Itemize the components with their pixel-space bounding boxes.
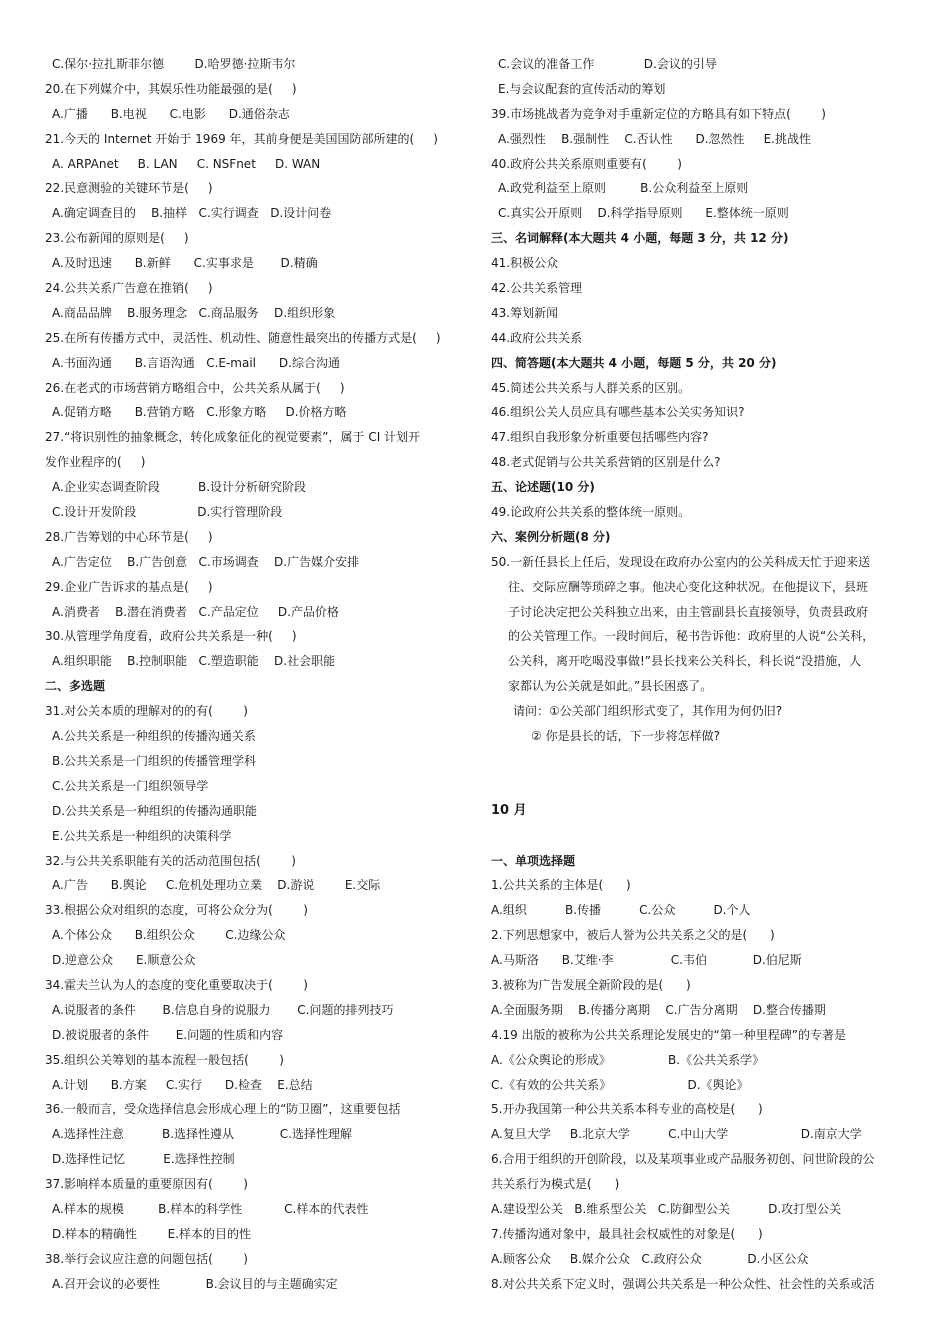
text-line: 23.公布新闻的原则是( ) xyxy=(45,231,189,246)
text-line: A.消费者 B.潜在消费者 C.产品定位 D.产品价格 xyxy=(52,604,339,619)
text-line: 的公关管理工作。一段时间后，秘书告诉他：政府里的人说“公关科， xyxy=(508,629,875,644)
text-line: 26.在老式的市场营销方略组合中，公共关系从属于( ) xyxy=(45,380,345,395)
text-line: 33.根据公众对组织的态度，可将公众分为( ) xyxy=(45,903,308,918)
text-line: 31.对公关本质的理解对的的有( ) xyxy=(45,704,248,719)
text-line: A.顾客公众 B.媒介公众 C.政府公众 D.小区公众 xyxy=(491,1251,809,1266)
text-line: 38.举行会议应注意的问题包括( ) xyxy=(45,1251,248,1266)
text-line: E.公共关系是一种组织的决策科学 xyxy=(52,828,232,843)
text-line: C.真实公开原则 D.科学指导原则 E.整体统一原则 xyxy=(498,206,789,221)
text-line: C.会议的准备工作 D.会议的引导 xyxy=(498,57,717,71)
text-line: E.与会议配套的宣传活动的筹划 xyxy=(498,81,666,96)
text-line: 41.积极公众 xyxy=(491,256,559,271)
text-line: 5.开办我国第一种公共关系本科专业的高校是( ) xyxy=(491,1102,763,1117)
text-line: A.书面沟通 B.言语沟通 C.E-mail D.综合沟通 xyxy=(52,355,340,370)
text-line: C.《有效的公共关系》 D.《舆论》 xyxy=(491,1077,749,1092)
text-line: C.设计开发阶段 D.实行管理阶段 xyxy=(52,505,283,520)
text-line: A.及时迅速 B.新鲜 C.实事求是 D.精确 xyxy=(52,256,318,271)
text-line: 往、交际应酬等琐碎之事。他决心变化这种状况。在他提议下，县班 xyxy=(508,579,869,594)
section-heading: 四、简答题(本大题共 4 小题，每题 5 分，共 20 分) xyxy=(491,355,777,370)
text-line: 47.组织自我形象分析重要包括哪些内容? xyxy=(491,430,709,445)
text-line: 27.“将识别性的抽象概念，转化成象征化的视觉要素”，属于 CI 计划开 xyxy=(45,430,421,445)
text-line: C.保尔·拉扎斯菲尔德 D.哈罗德·拉斯韦尔 xyxy=(52,57,296,71)
text-line: 28.广告筹划的中心环节是( ) xyxy=(45,529,213,544)
text-line: 46.组织公关人员应具有哪些基本公关实务知识? xyxy=(491,405,745,420)
text-line: A.样本的规模 B.样本的科学性 C.样本的代表性 xyxy=(52,1201,369,1216)
section-heading: 二、多选题 xyxy=(45,679,106,694)
text-line: A.政党利益至上原则 B.公众利益至上原则 xyxy=(498,181,749,196)
section-heading: 六、案例分析题(8 分) xyxy=(491,529,611,544)
text-line: 公关科，离开吃喝没事做!”县长找来公关科长，科长说“没措施，人 xyxy=(508,654,862,669)
text-line: A.《公众舆论的形成》 B.《公共关系学》 xyxy=(491,1052,765,1067)
text-line: 42.公共关系管理 xyxy=(491,281,583,296)
text-line: D.逆意公众 E.顺意公众 xyxy=(52,953,196,968)
text-line: A.马斯洛 B.艾维·李 C.韦伯 D.伯尼斯 xyxy=(491,953,802,968)
text-line: 8.对公共关系下定义时，强调公共关系是一种公众性、社会性的关系或活 xyxy=(491,1276,875,1291)
text-line: A. ARPAnet B. LAN C. NSFnet D. WAN xyxy=(52,156,321,171)
text-line: A.广告 B.舆论 C.危机处理功立業 D.游说 E.交际 xyxy=(52,878,381,893)
text-line: 37.影响样本质量的重要原因有( ) xyxy=(45,1177,248,1192)
spacer xyxy=(491,749,911,774)
text-line: 1.公共关系的主体是( ) xyxy=(491,878,631,893)
text-line: C.公共关系是一门组织领导学 xyxy=(52,778,209,793)
section-heading: 一、单项选择题 xyxy=(491,853,576,868)
text-line: 34.霍夫兰认为人的态度的变化重要取决于( ) xyxy=(45,977,308,992)
text-line: 3.被称为广告发展全新阶段的是( ) xyxy=(491,977,691,992)
text-line: A.确定调查目的 B.抽样 C.实行调查 D.设计问卷 xyxy=(52,206,332,221)
text-line: 共关系行为模式是( ) xyxy=(491,1177,620,1192)
text-line: 请问：①公关部门组织形式变了，其作用为何仍旧? xyxy=(513,704,783,719)
text-line: A.商品品牌 B.服务理念 C.商品服务 D.组织形象 xyxy=(52,305,336,320)
text-line: 32.与公共关系职能有关的活动范围包括( ) xyxy=(45,853,296,868)
text-line: 22.民意测验的关键环节是( ) xyxy=(45,181,213,196)
text-line: D.公共关系是一种组织的传播沟通职能 xyxy=(52,803,258,818)
text-line: D.选择性记忆 E.选择性控制 xyxy=(52,1152,235,1167)
spacer xyxy=(491,824,911,849)
text-line: 发作业程序的( ) xyxy=(45,455,146,470)
section-heading: 10 月 xyxy=(491,802,527,818)
text-line: 50.一新任县长上任后，发现设在政府办公室内的公关科成天忙于迎来送 xyxy=(491,554,871,569)
text-line: A.计划 B.方案 C.实行 D.检查 E.总结 xyxy=(52,1077,313,1092)
text-line: 25.在所有传播方式中，灵活性、机动性、随意性最突出的传播方式是( ) xyxy=(45,330,441,345)
text-line: A.建设型公关 B.维系型公关 C.防御型公关 D.攻打型公关 xyxy=(491,1201,842,1216)
text-line: 49.论政府公共关系的整体统一原则。 xyxy=(491,505,691,520)
text-line: A.广告定位 B.广告创意 C.市场调查 D.广告媒介安排 xyxy=(52,554,360,569)
section-heading: 三、名词解释(本大题共 4 小题，每题 3 分，共 12 分) xyxy=(491,231,789,246)
text-line: A.组织 B.传播 C.公众 D.个人 xyxy=(491,903,751,918)
text-line: B.公共关系是一门组织的传播管理学科 xyxy=(52,753,257,768)
left-column xyxy=(45,52,465,1297)
text-line: 35.组织公关筹划的基本流程一般包括( ) xyxy=(45,1052,284,1067)
text-line: A.强烈性 B.强制性 C.否认性 D.忽然性 E.挑战性 xyxy=(498,131,811,146)
text-line: 子讨论决定把公关科独立出来，由主管副县长直接领导，负责县政府 xyxy=(508,604,869,619)
text-line: 45.简述公共关系与人群关系的区别。 xyxy=(491,380,691,395)
text-line: ② 你是县长的话，下一步将怎样做? xyxy=(531,729,720,744)
text-line: 2.下列思想家中，被后人誉为公共关系之父的是( ) xyxy=(491,928,775,943)
text-line: A.召开会议的必要性 B.会议目的与主题确实定 xyxy=(52,1276,338,1291)
text-line: D.被说服者的条件 E.问题的性质和内容 xyxy=(52,1027,284,1042)
text-line: 6.合用于组织的开创阶段，以及某项事业或产品服务初创、问世阶段的公 xyxy=(491,1152,875,1167)
text-line: A.公共关系是一种组织的传播沟通关系 xyxy=(52,729,256,744)
spacer xyxy=(491,774,911,799)
text-line: D.样本的精确性 E.样本的目的性 xyxy=(52,1226,251,1241)
text-line: A.企业实态调查阶段 B.设计分析研究阶段 xyxy=(52,480,307,495)
text-line: 7.传播沟通对象中，最具社会权威性的对象是( ) xyxy=(491,1226,763,1241)
right-column xyxy=(491,52,911,1297)
text-line: 40.政府公共关系原则重要有( ) xyxy=(491,156,682,171)
text-line: A.促销方略 B.营销方略 C.形象方略 D.价格方略 xyxy=(52,405,347,420)
text-line: 20.在下列媒介中，其娱乐性功能最强的是( ) xyxy=(45,81,297,96)
section-heading: 五、论述题(10 分) xyxy=(491,480,595,495)
text-line: 43.筹划新闻 xyxy=(491,305,559,320)
text-line: 家都认为公关就是如此。”县长困惑了。 xyxy=(508,679,713,694)
text-line: 48.老式促销与公共关系营销的区别是什么? xyxy=(491,455,721,470)
text-line: 21.今天的 Internet 开始于 1969 年，其前身便是美国国防部所建的( ) xyxy=(45,131,438,146)
text-line: 4.19 出版的被称为公共关系理论发展史的“第一种里程碑”的专著是 xyxy=(491,1027,846,1042)
text-line: 30.从管理学角度看，政府公共关系是一种( ) xyxy=(45,629,297,644)
text-line: 44.政府公共关系 xyxy=(491,330,583,345)
text-line: A.广播 B.电视 C.电影 D.通俗杂志 xyxy=(52,106,290,121)
text-line: 29.企业广告诉求的基点是( ) xyxy=(45,579,213,594)
text-line: A.复旦大学 B.北京大学 C.中山大学 D.南京大学 xyxy=(491,1127,862,1142)
text-line: A.全面服务期 B.传播分离期 C.广告分离期 D.整合传播期 xyxy=(491,1002,826,1017)
text-line: A.选择性注意 B.选择性遵从 C.选择性理解 xyxy=(52,1127,352,1142)
text-line: 39.市场挑战者为竞争对手重新定位的方略具有如下特点( ) xyxy=(491,106,826,121)
text-line: 36.一般而言，受众选择信息会形成心理上的“防卫圈”，这重要包括 xyxy=(45,1102,401,1117)
text-line: A.组织职能 B.控制职能 C.塑造职能 D.社会职能 xyxy=(52,654,336,669)
text-line: A.个体公众 B.组织公众 C.边缘公众 xyxy=(52,928,286,943)
text-line: A.说服者的条件 B.信息自身的说服力 C.问题的排列技巧 xyxy=(52,1002,394,1017)
text-line: 24.公共关系广告意在推销( ) xyxy=(45,281,213,296)
